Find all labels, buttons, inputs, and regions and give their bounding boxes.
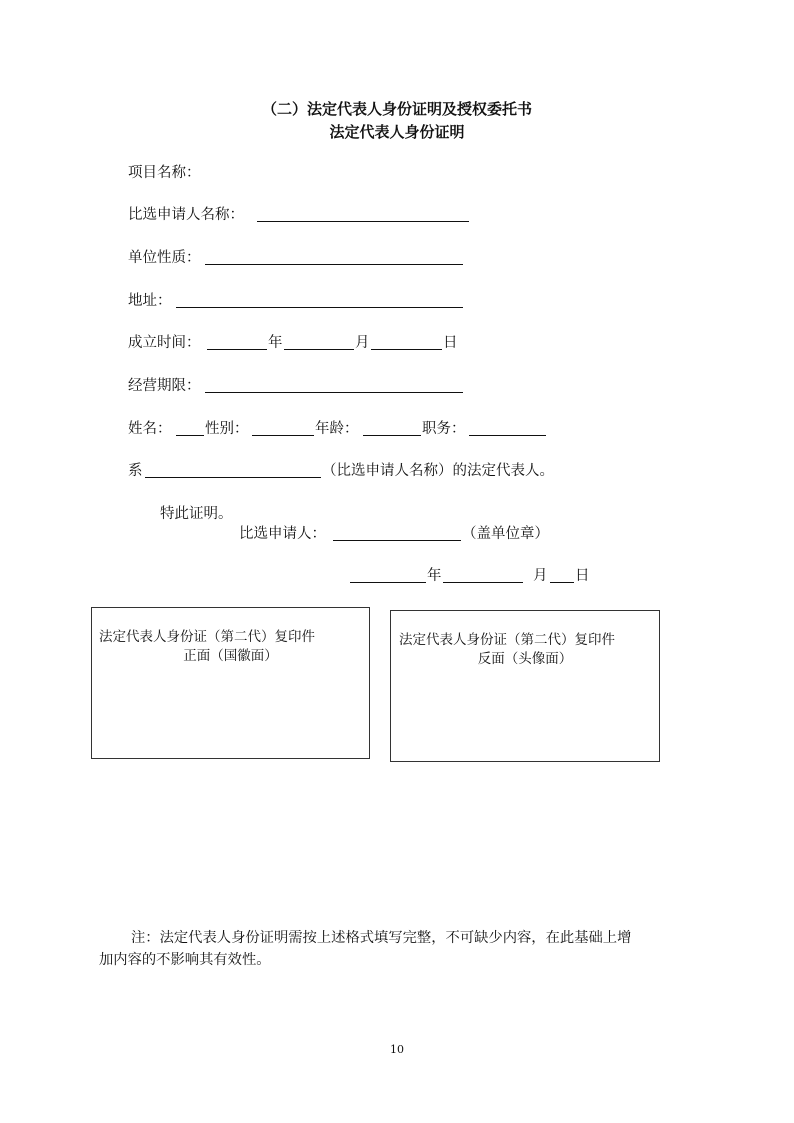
is-label: 系 [128,463,143,479]
page-number: 10 [390,1043,404,1056]
note-line-1: 注：法定代表人身份证明需按上述格式填写完整，不可缺少内容，在此基础上增 [131,930,632,946]
established-month-unit: 月 [355,335,370,351]
applicant-sign-label: 比选申请人： [239,526,326,542]
position-label: 职务： [422,421,466,437]
unit-nature-field[interactable] [205,264,463,265]
id-front-side: 正面（国徽面） [183,648,278,664]
sign-month-unit: 月 [533,568,548,584]
name-field[interactable] [176,435,204,436]
address-field[interactable] [176,307,463,308]
age-field[interactable] [363,435,421,436]
name-label: 姓名： [128,421,172,437]
established-year-unit: 年 [268,335,283,351]
established-label: 成立时间： [128,335,201,351]
sign-day-unit: 日 [575,568,590,584]
sign-month-field[interactable] [443,582,523,583]
section-title: （二）法定代表人身份证明及授权委托书 [261,100,532,118]
address-label: 地址： [128,293,172,309]
business-term-field[interactable] [205,392,463,393]
sign-day-field[interactable] [550,582,574,583]
sign-year-unit: 年 [427,568,442,584]
established-day-field[interactable] [371,349,442,350]
sign-year-field[interactable] [350,582,426,583]
applicant-name-label: 比选申请人名称： [128,207,244,223]
applicant-name-field[interactable] [257,221,469,222]
hereby-certify: 特此证明。 [160,506,233,522]
established-month-field[interactable] [284,349,354,350]
established-year-field[interactable] [207,349,267,350]
gender-field[interactable] [252,435,314,436]
legal-rep-statement: （比选申请人名称）的法定代表人。 [322,463,554,479]
note-line-2: 加内容的不影响其有效性。 [99,952,271,968]
business-term-label: 经营期限： [128,378,201,394]
id-back-copy-box[interactable] [390,610,660,762]
seal-note: （盖单位章） [462,526,549,542]
unit-nature-label: 单位性质： [128,250,201,266]
id-back-side: 反面（头像面） [477,651,573,667]
position-field[interactable] [469,435,546,436]
gender-label: 性别： [205,421,249,437]
id-front-title: 法定代表人身份证（第二代）复印件 [99,629,315,645]
age-label: 年龄： [315,421,359,437]
established-day-unit: 日 [443,335,458,351]
id-back-title: 法定代表人身份证（第二代）复印件 [399,632,615,648]
id-front-copy-box[interactable] [91,607,370,759]
applicant-sign-field[interactable] [333,540,461,541]
project-name-label: 项目名称： [128,165,201,181]
document-subtitle: 法定代表人身份证明 [329,123,465,141]
company-name-field[interactable] [145,477,321,478]
